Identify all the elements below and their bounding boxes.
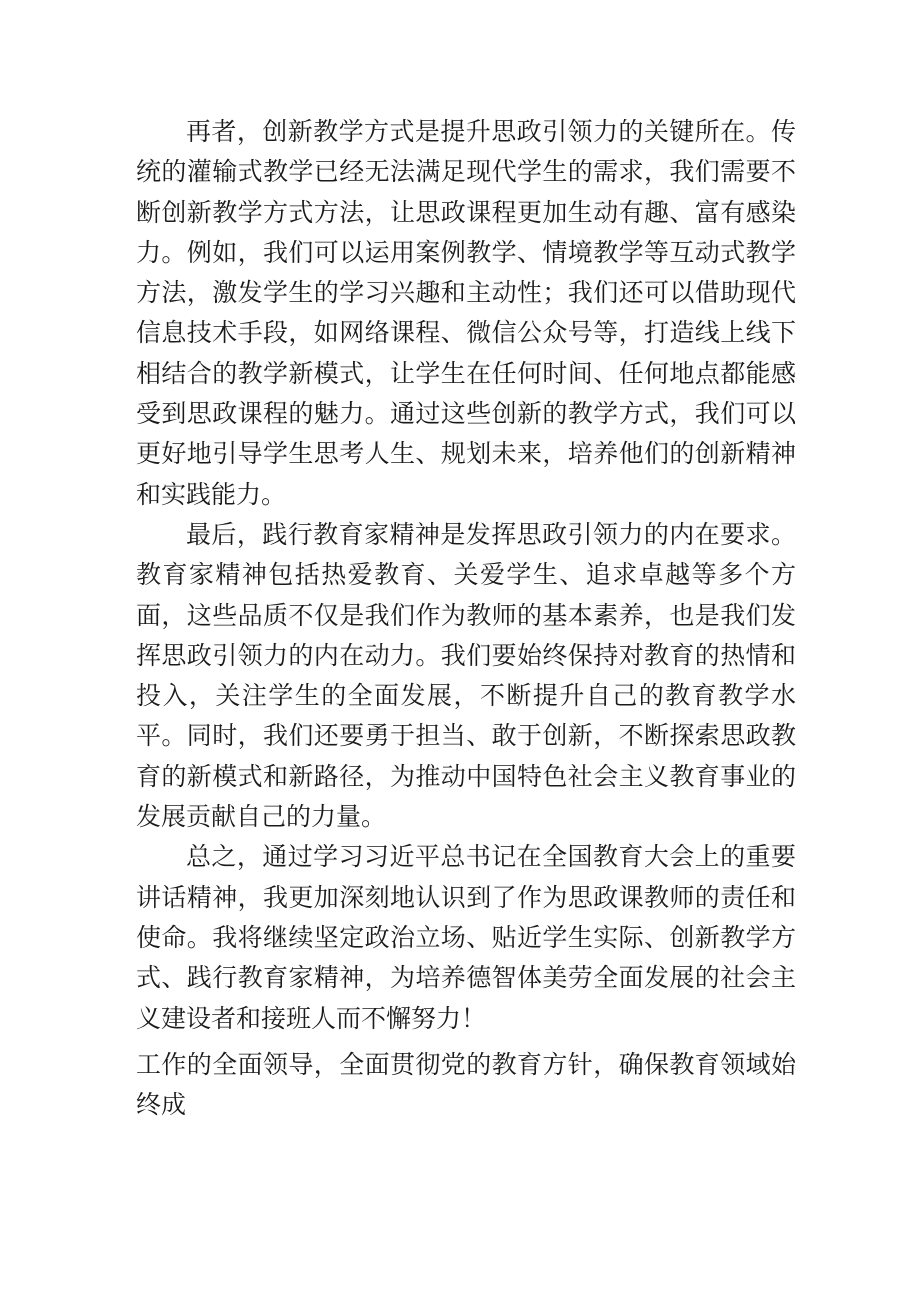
paragraph-trailing-line: 工作的全面领导，全面贯彻党的教育方针，确保教育领域始终成 — [136, 1049, 796, 1120]
document-body — [136, 112, 796, 1125]
paragraph-conclusion: 总之，通过学习习近平总书记在全国教育大会上的重要讲话精神，我更加深刻地认识到了作为思政课教师的责任和使命。我将继续坚定政治立场、贴近学生实际、创新教学方式、践行教育家精神，为培养德智体美劳全面发展的社会主义建设者和接班人而不懈努力！ — [136, 842, 796, 1033]
paragraph-educator-spirit: 最后，践行教育家精神是发挥思政引领力的内在要求。教育家精神包括热爱教育、关爱学生、追求卓越等多个方面，这些品质不仅是我们作为教师的基本素养，也是我们发挥思政引领力的内在动力。我们要始终保持对教育的热情和投入，关注学生的全面发展，不断提升自己的教育教学水平。同时，我们还要勇于担当、敢于创新，不断探索思政教育的新模式和新路径，为推动中国特色社会主义教育事业的发展贡献自己的力量。 — [136, 519, 796, 832]
paragraph-innovation: 再者，创新教学方式是提升思政引领力的关键所在。传统的灌输式教学已经无法满足现代学生的需求，我们需要不断创新教学方式方法，让思政课程更加生动有趣、富有感染力。例如，我们可以运用案例教学、情境教学等互动式教学方法，激发学生的学习兴趣和主动性；我们还可以借助现代信息技术手段，如网络课程、微信公众号等，打造线上线下相结合的教学新模式，让学生在任何时间、任何地点都能感受到思政课程的魅力。通过这些创新的教学方式，我们可以更好地引导学生思考人生、规划未来，培养他们的创新精神和实践能力。 — [136, 117, 796, 509]
